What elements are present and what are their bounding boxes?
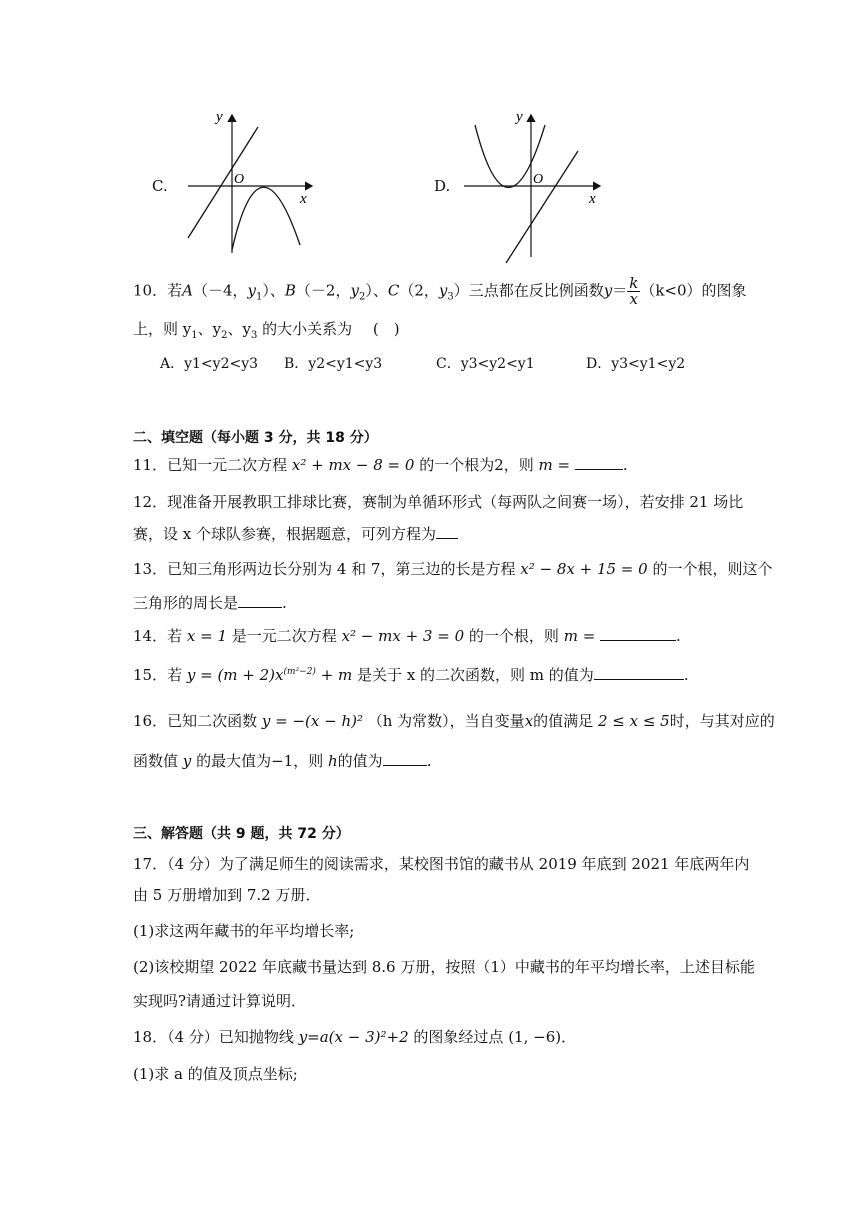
question-17-line1: 17．（4 分）为了满足师生的阅读需求，某校图书馆的藏书从 2019 年底到 2021 年底两年内 [133,855,750,873]
point-b-coord: （－2， [295,281,351,300]
point-a-coord: （－4， [192,281,248,300]
parabola-graph [232,187,300,250]
q11-end: . [622,456,628,474]
q14-condition: x = 1 [186,627,227,645]
answer-blank[interactable] [594,665,684,680]
q16-end: . [426,752,432,770]
question-16-line2 [133,750,431,771]
q13-text: 13．已知三角形两边长分别为 4 和 7，第三边的长是方程 [133,560,516,578]
option-c-axes-svg [150,105,330,255]
question-16-line1 [133,710,775,731]
q16-x: x [524,712,534,730]
q16-value: −1 [271,752,294,770]
question-number: 10． [133,281,168,300]
q12-text: 赛，设 x 个球队参赛，根据题意，可列方程为 [133,525,436,543]
numerator: k [629,274,639,292]
question-17-part2-line2: 实现吗?请通过计算说明． [133,992,307,1010]
q16-equation: y = −(x − h)² [261,712,363,730]
q16-text: 16．已知二次函数 [133,712,258,730]
x-axis-label: x [300,191,307,207]
question-13-line2 [133,592,287,613]
q18-text: 18．（4 分）已知抛物线 [133,1028,294,1046]
q10-sep: ）、 [365,281,388,300]
q10-line2-end: 的大小关系为 [257,320,353,338]
q16-h: h [328,752,338,770]
q15-equation: y = (m + 2)x [186,666,284,684]
q10-condition: （k<0）的图象 [640,281,747,300]
question-12-line1: 12．现准备开展教职工排球比赛，赛制为单循环形式（每两队之间赛一场），若安排 21 场比 [133,493,744,511]
question-18 [133,1026,576,1047]
q16-line2b: 的最大值为 [196,752,272,770]
answer-blank[interactable] [383,751,427,766]
q16-text-4: 时，与其对应的 [669,712,775,730]
question-17-part1: (1)求这两年藏书的年平均增长率; [133,922,355,940]
point-a: A [182,281,193,300]
option-d-graph [432,105,612,265]
q18-end: ． [561,1028,577,1046]
y-axis-label: y [216,109,223,125]
question-10-line2: 上，则 $y_1$、$y_2$、$y_3$ 的大小关系为 ( ) [133,320,400,341]
q11-text: 11．已知一元二次方程 [133,456,288,474]
equals: ＝ [612,281,628,300]
q10-option-d[interactable]: D．y3<y1<y2 [586,356,686,372]
point-b: B [284,281,296,300]
q10-text-2: ）三点都在反比例函数 [453,281,604,300]
answer-blank[interactable] [575,455,623,470]
question-18-part1: (1)求 a 的值及顶点坐标; [133,1065,298,1083]
y-axis-label: y [516,109,523,125]
q14-text-3: 的一个根，则 [468,627,559,645]
q16-range: 2 ≤ x ≤ 5 [597,712,670,730]
x-axis-label: x [589,191,596,207]
question-12-line2 [133,523,458,544]
q14-m: m = [563,627,596,645]
q16-line2c: ，则 [293,752,324,770]
option-d-axes-svg [432,105,612,265]
q10-sep: 、y [197,320,222,338]
q16-line2: 函数值 [133,752,179,770]
func-y: y [603,281,613,300]
line-graph [506,151,578,263]
q18-equation: y=a(x − 3)²+2 [298,1028,409,1046]
fraction-k-over-x [627,276,640,307]
answer-paren: ( ) [372,320,400,338]
q16-text-2: （h 为常数），当自变量 [367,712,525,730]
q14-equation: x² − mx + 3 = 0 [341,627,465,645]
q15-text: 15．若 [133,666,183,684]
q18-text-2: 的图象经过点 [413,1028,504,1046]
q10-option-c[interactable]: C．y3<y2<y1 [436,356,535,372]
denominator: x [629,290,639,308]
q10-line2: 上，则 y [133,320,192,338]
q16-line2d: 的值为 [337,752,383,770]
question-10: 10．若A（－4，$y_1$）、B（－2，$y_2$）、C（2，$y_3$）三点都在反比例函数y＝ $\frac{k}{x}$ （k<0）的图象 [133,274,747,308]
line-graph [188,127,258,238]
option-d-label: D. [434,177,451,195]
question-14 [133,625,681,646]
section-3-title: 三、解答题（共 9 题，共 72 分） [133,826,350,842]
q11-m: m = [538,456,571,474]
q18-point: (1, −6) [508,1028,562,1046]
point-c: C [387,281,400,300]
q10-sep: ）、 [262,281,285,300]
q10-option-b[interactable]: B．y2<y1<y3 [284,356,383,372]
q11-equation: x² + mx − 8 = 0 [291,456,415,474]
q16-y: y [182,752,192,770]
origin-label: O [533,172,544,187]
origin-label: O [234,172,245,187]
q10-text: 若 [167,281,183,300]
question-13-line1 [133,558,772,579]
option-c-label: C. [152,177,168,195]
question-17-part2-line1: (2)该校期望 2022 年底藏书量达到 8.6 万册，按照（1）中藏书的年平均增长率，上述目标能 [133,958,755,976]
q10-option-a[interactable]: A．y1<y2<y3 [160,356,259,372]
q15-equation-2: + m [315,666,353,684]
q14-end: . [676,627,681,645]
q13-equation: x² − 8x + 15 = 0 [520,560,648,578]
q13-text-2: 的一个根，则这个 [652,560,773,578]
q10-sep: 、y [227,320,251,338]
q15-exponent: (m²−2) [283,667,316,677]
q13-end: . [282,594,287,612]
q13-line2: 三角形的周长是 [133,594,239,612]
option-c-graph [150,105,330,255]
q14-text-2: 是一元二次方程 [231,627,337,645]
question-17-line2: 由 5 万册增加到 7.2 万册． [133,886,321,904]
q14-text: 14．若 [133,627,183,645]
point-c-coord: （2， [399,281,439,300]
q15-end: . [683,666,689,684]
section-2-title: 二、填空题（每小题 3 分，共 18 分） [133,430,378,446]
question-15 [133,664,689,685]
q11-text-2: 的一个根为2，则 [419,456,534,474]
answer-blank[interactable] [238,593,282,608]
answer-blank[interactable] [436,524,458,539]
answer-blank[interactable] [600,626,676,641]
question-11 [133,454,628,475]
q15-text-2: 是关于 x 的二次函数，则 m 的值为 [357,666,594,684]
q16-text-3: 的值满足 [533,712,594,730]
